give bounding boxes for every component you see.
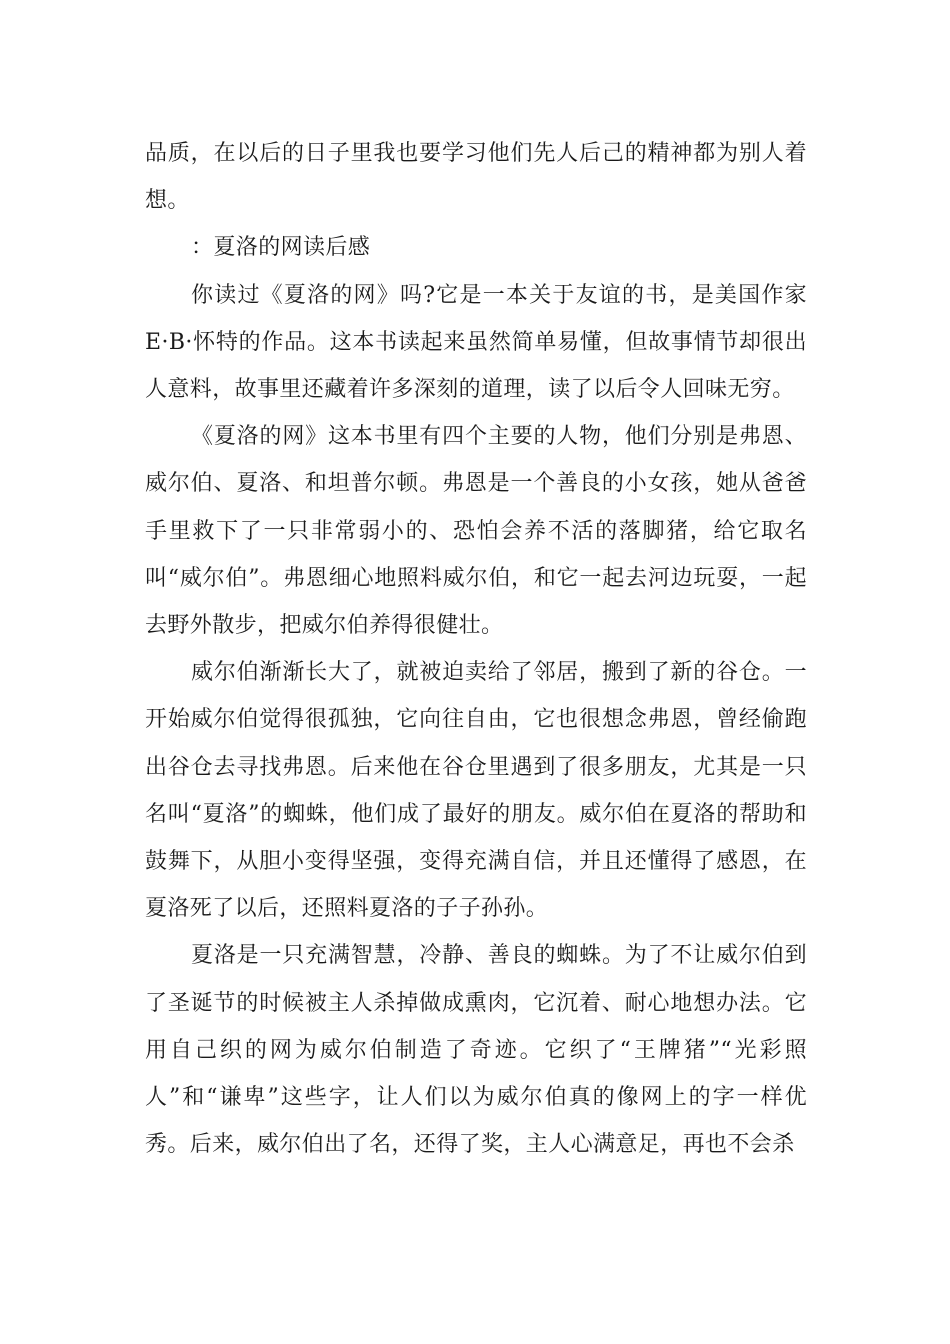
paragraph: 《夏洛的网》这本书里有四个主要的人物，他们分别是弗恩、威尔伯、夏洛、和坦普尔顿。弗恩是一个善良的小女孩，她从爸爸手里救下了一只非常弱小的、恐怕会养不活的落脚猪，给它取名叫“威尔伯”。弗恩细心地照料威尔伯，和它一起去河边玩耍，一起去野外散步，把威尔伯养得很健壮。: [145, 424, 807, 639]
paragraph: 威尔伯渐渐长大了，就被迫卖给了邻居，搬到了新的谷仓。一开始威尔伯觉得很孤独，它向往自由，它也很想念弗恩，曾经偷跑出谷仓去寻找弗恩。后来他在谷仓里遇到了很多朋友，尤其是一只名叫“夏洛”的蜘蛛，他们成了最好的朋友。威尔伯在夏洛的帮助和鼓舞下，从胆小变得坚强，变得充满自信，并且还懂得了感恩，在夏洛死了以后，还照料夏洛的子子孙孙。: [145, 660, 807, 922]
section-heading: ：夏洛的网读后感: [191, 235, 371, 261]
paragraph-continuation: 品质，在以后的日子里我也要学习他们先人后己的精神都为别人着想。: [145, 141, 807, 214]
paragraph: 你读过《夏洛的网》吗?它是一本关于友谊的书，是美国作家E·B·怀特的作品。这本书读起来虽然简单易懂，但故事情节却很出人意料，故事里还藏着许多深刻的道理，读了以后令人回味无穷。: [145, 282, 807, 403]
paragraph: 夏洛是一只充满智慧，冷静、善良的蜘蛛。为了不让威尔伯到了圣诞节的时候被主人杀掉做成熏肉，它沉着、耐心地想办法。它用自己织的网为威尔伯制造了奇迹。它织了“王牌猪”“光彩照人”和“谦卑”这些字，让人们以为威尔伯真的像网上的字一样优秀。后来，威尔伯出了名，还得了奖，主人心满意足，再也不会杀: [145, 943, 807, 1158]
document-body: [145, 130, 807, 1168]
